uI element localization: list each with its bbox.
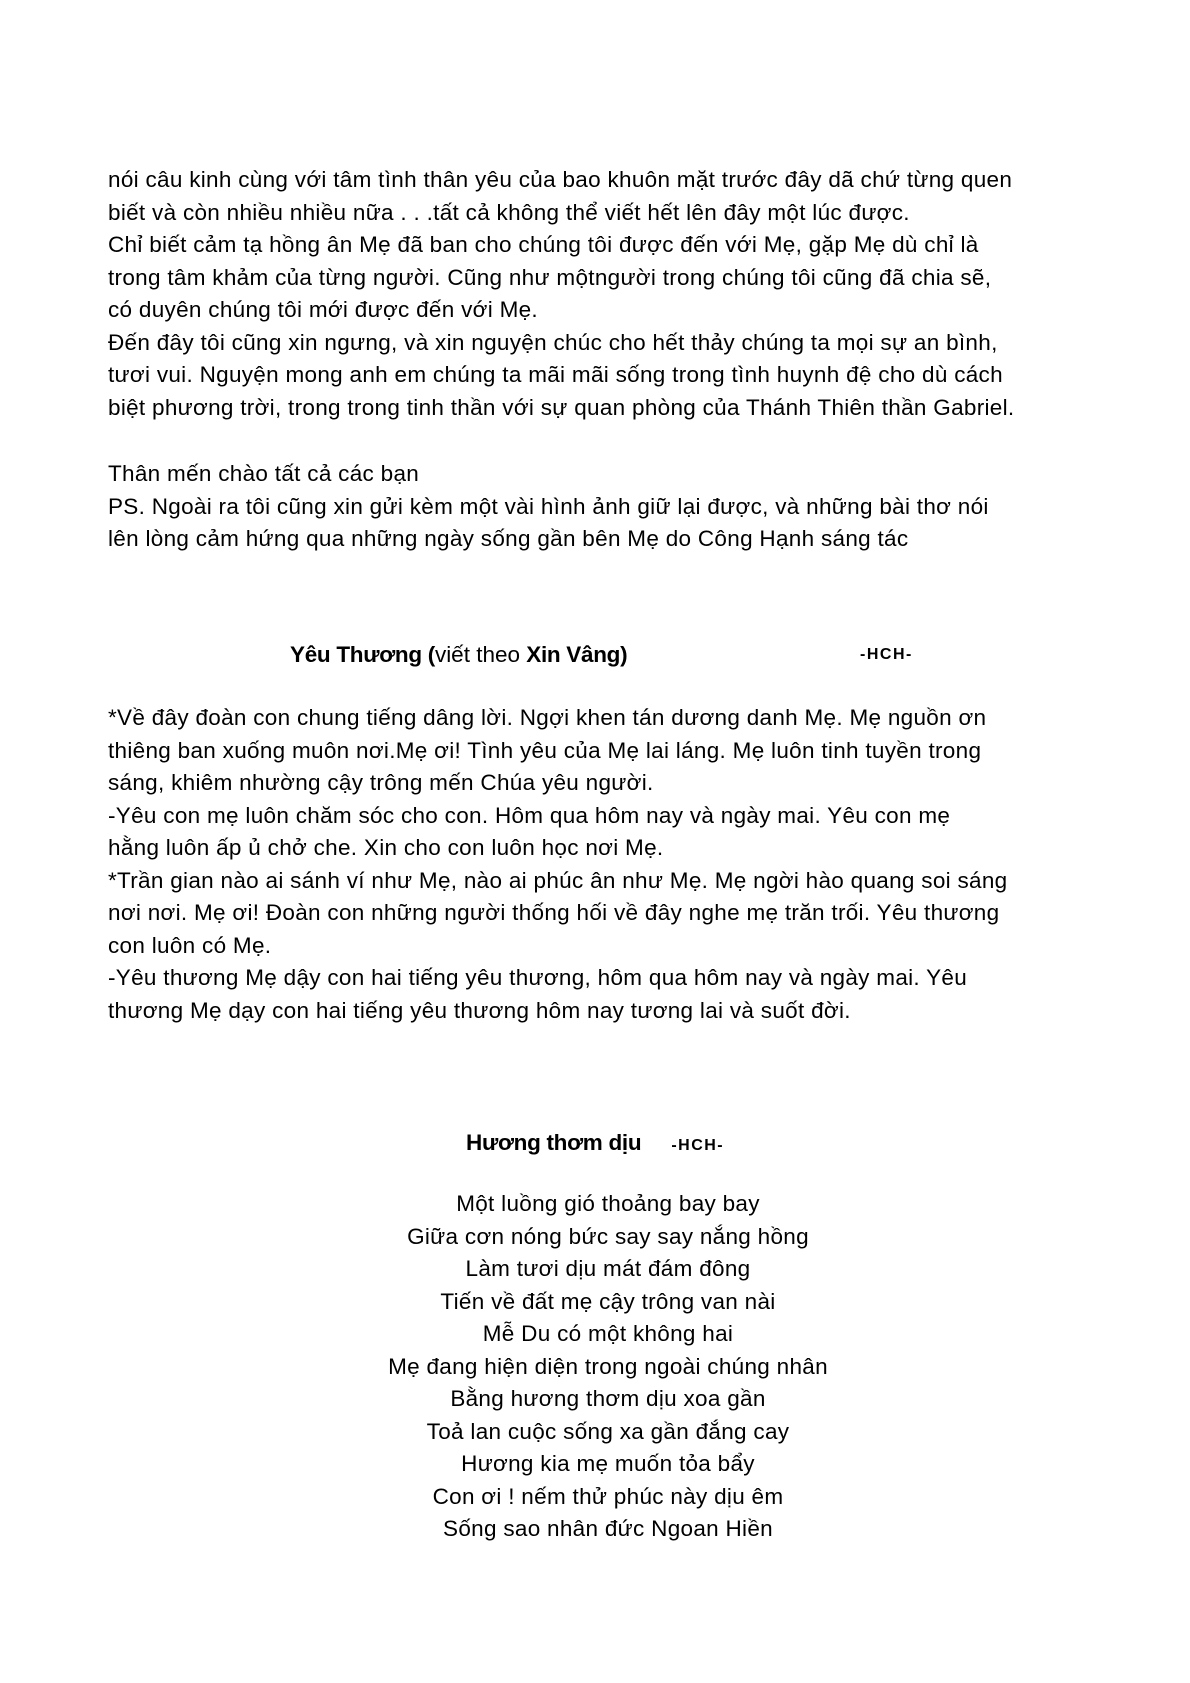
- poem-heading: [466, 1128, 724, 1161]
- poem-line: Mẹ đang hiện diện trong ngoài chúng nhân: [388, 1353, 828, 1379]
- poem-title: Hương thơm dịu: [466, 1130, 642, 1155]
- text-line: Chỉ biết cảm tạ hồng ân Mẹ đã ban cho chúng tôi được đến với Mẹ, gặp Mẹ dù chỉ là: [108, 232, 979, 257]
- greeting-line: Thân mến chào tất cả các bạn: [108, 461, 420, 486]
- poem-line: Bằng hương thơm dịu xoa gần: [450, 1386, 766, 1411]
- song-subtitle-prefix: viết theo: [434, 642, 527, 667]
- lyric-line: nơi nơi. Mẹ ơi! Đoàn con những người thống hối về đây nghe mẹ trăn trối. Yêu thương: [108, 900, 1000, 925]
- poem-line: Con ơi ! nếm thử phúc này dịu êm: [432, 1483, 784, 1509]
- song-author: -HCH-: [860, 646, 913, 663]
- lyric-line: -Yêu con mẹ luôn chăm sóc cho con. Hôm qua hôm nay và ngày mai. Yêu con mẹ: [108, 802, 951, 828]
- text-line: Đến đây tôi cũng xin ngưng, và xin nguyện chúc cho hết thảy chúng ta mọi sự an bình,: [108, 329, 998, 355]
- text-line: biệt phương trời, trong trong tinh thần với sự quan phòng của Thánh Thiên thần Gabriel.: [108, 394, 1015, 420]
- text-line: biết và còn nhiều nhiều nữa . . .tất cả không thể viết hết lên đây một lúc được.: [108, 199, 910, 225]
- lyric-line: -Yêu thương Mẹ dậy con hai tiếng yêu thương, hôm qua hôm nay và ngày mai. Yêu: [108, 965, 968, 990]
- lyric-line: *Về đây đoàn con chung tiếng dâng lời. Ngợi khen tán dương danh Mẹ. Mẹ nguồn ơn: [108, 705, 987, 730]
- lyric-line: hằng luôn ấp ủ chở che. Xin cho con luôn học nơi Mẹ.: [108, 835, 664, 860]
- song-lyrics: [108, 702, 1108, 1027]
- text-line: nói câu kinh cùng với tâm tình thân yêu của bao khuôn mặt trước đây dã chứ từng quen: [108, 167, 1013, 192]
- ps-line: PS. Ngoài ra tôi cũng xin gửi kèm một vài hình ảnh giữ lại được, và những bài thơ nói: [108, 493, 989, 519]
- poem-line: Giữa cơn nóng bức say say nắng hồng: [407, 1223, 809, 1249]
- song-paren-close: ): [620, 642, 628, 667]
- closing-paragraph: [108, 458, 1108, 556]
- poem-author: -HCH-: [671, 1137, 725, 1154]
- song-paren-open: (: [421, 642, 435, 667]
- poem-line: Tiến về đất mẹ cậy trông van nài: [440, 1288, 776, 1314]
- lyric-line: thương Mẹ dạy con hai tiếng yêu thương hôm nay tương lai và suốt đời.: [108, 997, 851, 1023]
- lyric-line: *Trần gian nào ai sánh ví như Mẹ, nào ai phúc ân như Mẹ. Mẹ ngời hào quang soi sáng: [108, 867, 1008, 893]
- poem-line: Toả lan cuộc sống xa gần đắng cay: [426, 1418, 790, 1444]
- intro-paragraph: [108, 164, 1108, 424]
- song-subtitle: Xin Vâng: [526, 642, 621, 667]
- lyric-line: thiêng ban xuống muôn nơi.Mẹ ơi! Tình yêu của Mẹ lai láng. Mẹ luôn tinh tuyền trong: [108, 737, 982, 763]
- song-heading: [290, 640, 627, 670]
- poem-line: Mễ Du có một không hai: [482, 1321, 734, 1346]
- poem-line: Sống sao nhân đức Ngoan Hiền: [443, 1516, 773, 1541]
- lyric-line: sáng, khiêm nhường cậy trông mến Chúa yêu người.: [108, 770, 654, 795]
- text-line: tươi vui. Nguyện mong anh em chúng ta mãi mãi sống trong tình huynh đệ cho dù cách: [108, 362, 1003, 387]
- ps-line: lên lòng cảm hứng qua những ngày sống gần bên Mẹ do Công Hạnh sáng tác: [108, 526, 909, 551]
- poem-line: Một luồng gió thoảng bay bay: [456, 1191, 760, 1216]
- text-line: trong tâm khảm của từng người. Cũng như mộtngười trong chúng tôi cũng đã chia sẽ,: [108, 264, 992, 290]
- text-line: có duyên chúng tôi mới được đến với Mẹ.: [108, 297, 538, 322]
- poem-body: [108, 1188, 1108, 1546]
- song-title: Yêu Thương: [290, 642, 422, 667]
- poem-line: Hương kia mẹ muốn tỏa bẩy: [461, 1451, 755, 1476]
- lyric-line: con luôn có Mẹ.: [108, 932, 272, 958]
- poem-line: Làm tươi dịu mát đám đông: [465, 1256, 751, 1281]
